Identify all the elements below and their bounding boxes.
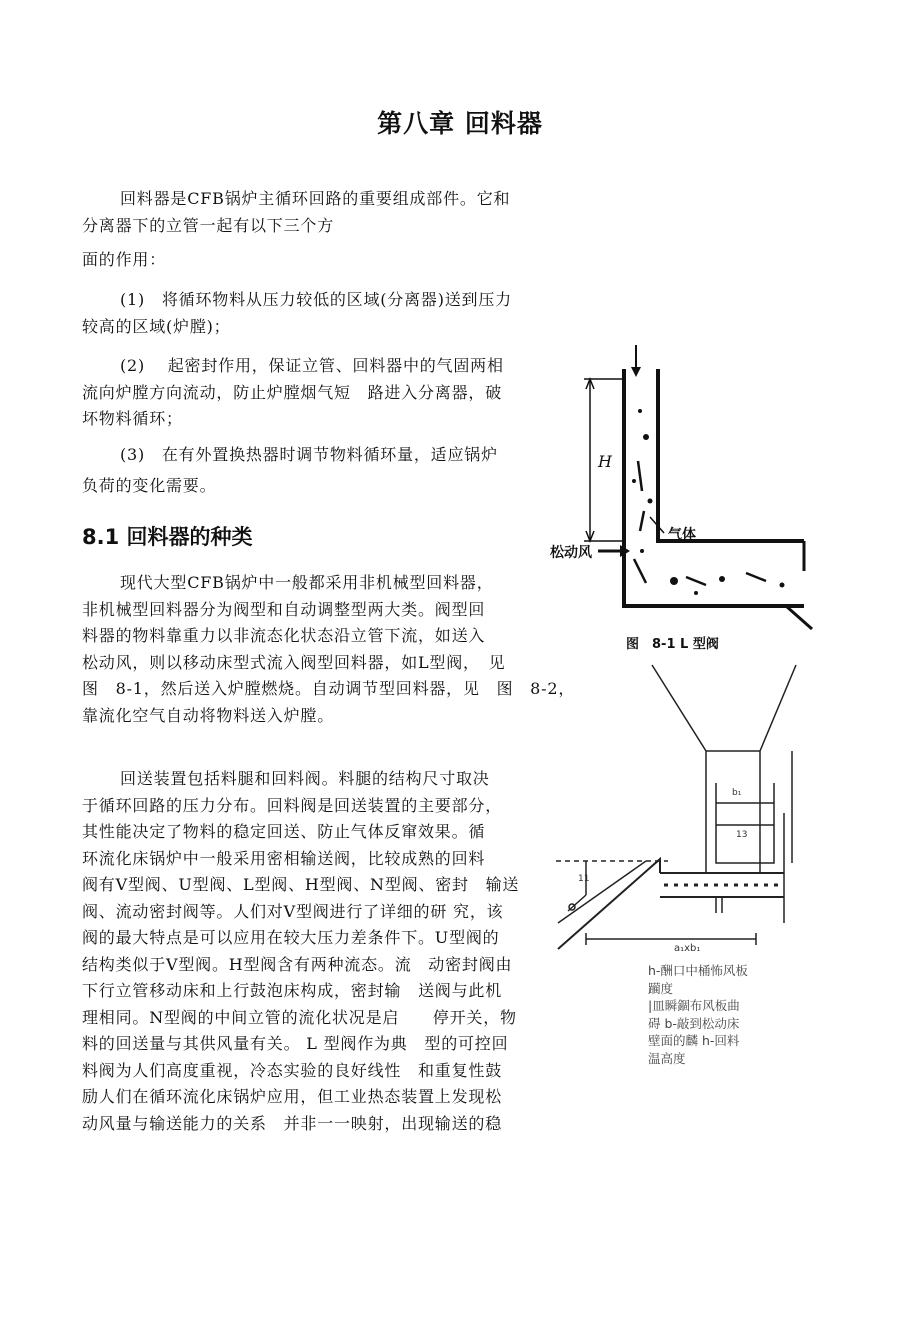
text-line: (1) 将循环物料从压力较低的区域(分离器)送到压力	[120, 290, 512, 309]
loop-seal-figure	[556, 663, 818, 953]
l-valve-figure	[546, 341, 814, 633]
caption-line: 温高度	[648, 1050, 686, 1066]
text-line: 动风量与输送能力的关系 并非一一映射，出现输送的稳	[82, 1113, 503, 1133]
text-line: 料器的物料靠重力以非流态化状态沿立管下流，如送入	[82, 626, 486, 645]
return-leg-upper	[558, 861, 646, 923]
text-line: 于循环回路的压力分布。回料阀是回送装置的主要部分，	[82, 795, 503, 815]
text-line: 现代大型CFB锅炉中一般都采用非机械型回料器，	[120, 573, 494, 592]
aeration-air-label: 松动风	[550, 545, 592, 561]
text-line: 回送装置包括料腿和回料阀。料腿的结构尺寸取决	[120, 769, 490, 788]
text-line: 下行立管移动床和上行鼓泡床构成，密封输 送阀与此机	[82, 981, 503, 1000]
text-line: 其性能决定了物料的稳定回送、防止气体反窜效果。循	[82, 822, 486, 841]
text-line: 流向炉膛方向流动，防止炉膛烟气短 路进入分离器，破	[82, 382, 503, 402]
text-line: 回料器是CFB锅炉主循环回路的重要组成部件。它和	[120, 189, 511, 208]
text-line: 阀的最大特点是可以应用在较大压力差条件下。U型阀的	[82, 928, 500, 947]
text-line: (2) 起密封作用，保证立管、回料器中的气固两相	[120, 356, 504, 375]
text-line: 图 8-1，然后送入炉膛燃烧。自动调节型回料器，见 图 8-2，	[82, 679, 576, 698]
text-line: 励人们在循环流化床锅炉应用，但工业热态装置上发现松	[82, 1087, 503, 1106]
standpipe-left-wall	[652, 665, 706, 873]
text-line: 理相同。N型阀的中间立管的流化状况是启 停开关，物	[82, 1007, 517, 1027]
l-valve-inner-wall	[658, 369, 804, 541]
text-line: 较高的区域(炉膛)；	[82, 316, 231, 336]
text-line: 负荷的变化需要。	[82, 475, 217, 495]
caption-line: 壁面的麟 h-回料	[648, 1033, 740, 1048]
standpipe-right-wall	[760, 665, 796, 873]
point-3	[82, 442, 498, 499]
text-line: 松动风，则以移动床型式流入阀型回料器，如L型阀， 见	[82, 652, 506, 672]
figure-8-1-caption: 图 8-1 L 型阀	[626, 637, 719, 652]
text-line: 料阀为人们高度重视，冷态实验的良好线性 和重复性鼓	[82, 1060, 503, 1080]
section-heading: 8.1 回料器的种类	[82, 525, 253, 549]
text-line: 阀、流动密封阀等。人们对V型阀进行了详细的研 究，该	[82, 901, 504, 921]
dim-13-label: 13	[736, 830, 748, 840]
text-line: 结构类似于V型阀。H型阀含有两种流态。流 动密封阀由	[82, 954, 513, 974]
dim-b1-label: b₁	[732, 788, 742, 798]
caption-line: |皿瞬錮布风板曲	[648, 998, 740, 1013]
text-line: 料的回送量与其供风量有关。 L 型阀作为典 型的可控回	[82, 1034, 509, 1053]
paragraph-valve-types	[82, 570, 575, 729]
text-line: 环流化床锅炉中一般采用密相输送阀，比较成熟的回料	[82, 848, 486, 868]
dim-width-label: a₁xb₁	[674, 943, 701, 954]
height-label: H	[598, 452, 612, 471]
intro-paragraph	[82, 186, 510, 274]
text-line: 靠流化空气自动将物料送入炉膛。	[82, 705, 335, 725]
text-line: 分离器下的立管一起有以下三个方	[82, 215, 335, 235]
caption-line: 碍 b-敲到松动床	[648, 1015, 740, 1031]
figure-8-2-caption	[648, 962, 773, 1066]
point-1	[82, 287, 512, 340]
l-valve-outer-wall	[624, 369, 804, 606]
gas-label: 气体	[668, 527, 696, 543]
text-line: 阀有V型阀、U型阀、L型阀、H型阀、N型阀、密封 输送	[82, 875, 520, 894]
text-line: 非机械型回料器分为阀型和自动调整型两大类。阀型回	[82, 599, 486, 619]
text-line: (3) 在有外置换热器时调节物料循环量，适应锅炉	[120, 445, 498, 464]
dim-h1-label: 11	[578, 874, 590, 884]
caption-line: h-酬口中桶怖风板	[648, 963, 748, 978]
text-line: 面的作用：	[82, 250, 167, 269]
caption-line: 躏度	[648, 980, 674, 996]
text-line: 坏物料循环；	[82, 409, 183, 428]
paragraph-return-device	[82, 766, 519, 1137]
page-title: 第八章 回料器	[377, 109, 543, 138]
point-2	[82, 353, 504, 433]
